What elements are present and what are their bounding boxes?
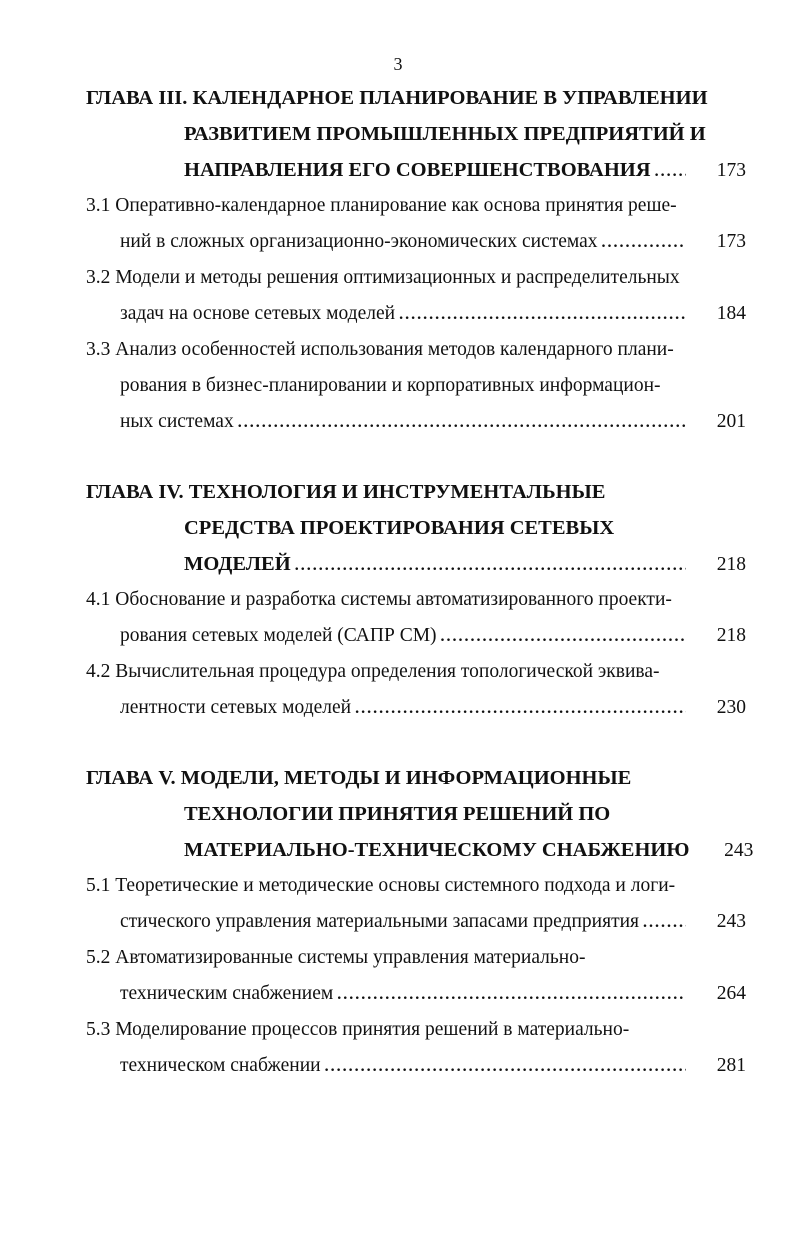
chapter-title-line: ГЛАВА III. КАЛЕНДАРНОЕ ПЛАНИРОВАНИЕ В УПРАВЛЕНИИ <box>86 87 708 109</box>
chapter-title <box>86 760 754 868</box>
section-line: 3.3 Анализ особенностей использования методов календарного плани- <box>86 339 674 360</box>
toc-entry-line <box>86 546 746 582</box>
section-line: рования сетевых моделей (САПР СМ) <box>120 625 437 646</box>
section-line: 5.3 Моделирование процессов принятия решений в материально- <box>86 1019 630 1040</box>
toc-entry-line <box>86 904 746 940</box>
page-ref: 184 <box>716 303 746 324</box>
section-line: задач на основе сетевых моделей <box>120 303 396 324</box>
section-5-3 <box>86 1012 746 1084</box>
dot-leader <box>355 691 686 727</box>
dot-leader <box>602 225 686 261</box>
section-line: ных системах <box>120 411 234 432</box>
section-3-3 <box>86 332 746 440</box>
toc-entry-line <box>86 152 746 188</box>
chapter-title-line: МАТЕРИАЛЬНО-ТЕХНИЧЕСКОМУ СНАБЖЕНИЮ <box>184 839 690 861</box>
chapter-5 <box>86 760 754 1084</box>
toc-entry-line <box>86 296 746 332</box>
toc-entry-line <box>86 690 746 726</box>
toc-entry-line <box>86 224 746 260</box>
chapter-title <box>86 80 746 188</box>
section-line: 4.1 Обоснование и разработка системы автоматизированного проекти- <box>86 589 672 610</box>
toc-entry-line <box>86 1048 746 1084</box>
page-ref: 218 <box>716 625 746 646</box>
section-line: рования в бизнес-планировании и корпоративных информацион- <box>120 375 661 396</box>
chapter-4 <box>86 474 746 726</box>
section-5-1 <box>86 868 746 940</box>
toc-entry-line <box>86 832 754 868</box>
dot-leader <box>441 619 686 655</box>
page-ref: 230 <box>716 697 746 718</box>
table-of-contents <box>86 80 754 1118</box>
chapter-title <box>86 474 746 582</box>
section-line: техническим снабжением <box>120 983 334 1004</box>
chapter-title-line: СРЕДСТВА ПРОЕКТИРОВАНИЯ СЕТЕВЫХ <box>184 517 615 539</box>
page-ref: 173 <box>716 231 746 252</box>
dot-leader <box>238 405 686 441</box>
section-3-1 <box>86 188 746 260</box>
page-ref: 264 <box>716 983 746 1004</box>
section-line: стического управления материальными запасами предприятия <box>120 911 639 932</box>
dot-leader <box>655 154 686 190</box>
section-line: 3.1 Оперативно-календарное планирование как основа принятия реше- <box>86 195 677 216</box>
page-ref: 281 <box>716 1055 746 1076</box>
toc-entry-line <box>86 618 746 654</box>
section-3-2 <box>86 260 746 332</box>
chapter-title-line: ГЛАВА V. МОДЕЛИ, МЕТОДЫ И ИНФОРМАЦИОННЫЕ <box>86 767 632 789</box>
section-5-2 <box>86 940 746 1012</box>
chapter-3 <box>86 80 746 440</box>
page-ref: 243 <box>716 911 746 932</box>
chapter-title-line: ГЛАВА IV. ТЕХНОЛОГИЯ И ИНСТРУМЕНТАЛЬНЫЕ <box>86 481 606 503</box>
chapter-title-line: МОДЕЛЕЙ <box>184 553 291 575</box>
section-line: 3.2 Модели и методы решения оптимизационных и распределительных <box>86 267 680 288</box>
page-ref: 243 <box>724 840 754 861</box>
section-line: 5.1 Теоретические и методические основы системного подхода и логи- <box>86 875 676 896</box>
dot-leader <box>295 548 686 584</box>
section-4-1 <box>86 582 746 654</box>
page-ref: 218 <box>716 554 746 575</box>
dot-leader <box>337 977 686 1013</box>
section-line: ний в сложных организационно-экономических системах <box>120 231 598 252</box>
section-4-2 <box>86 654 746 726</box>
section-line: 4.2 Вычислительная процедура определения топологической эквива- <box>86 661 660 682</box>
page-number: 3 <box>393 54 403 74</box>
page-ref: 173 <box>716 160 746 181</box>
chapter-title-line: НАПРАВЛЕНИЯ ЕГО СОВЕРШЕНСТВОВАНИЯ <box>184 159 651 181</box>
section-line: техническом снабжении <box>120 1055 321 1076</box>
dot-leader <box>643 905 686 941</box>
page-ref: 201 <box>716 411 746 432</box>
section-line: лентности сетевых моделей <box>120 697 352 718</box>
dot-leader <box>325 1049 686 1085</box>
toc-entry-line <box>86 976 746 1012</box>
section-line: 5.2 Автоматизированные системы управления материально- <box>86 947 586 968</box>
dot-leader <box>399 297 686 333</box>
chapter-title-line: РАЗВИТИЕМ ПРОМЫШЛЕННЫХ ПРЕДПРИЯТИЙ И <box>184 123 706 145</box>
chapter-title-line: ТЕХНОЛОГИИ ПРИНЯТИЯ РЕШЕНИЙ ПО <box>184 803 611 825</box>
toc-entry-line <box>86 404 746 440</box>
